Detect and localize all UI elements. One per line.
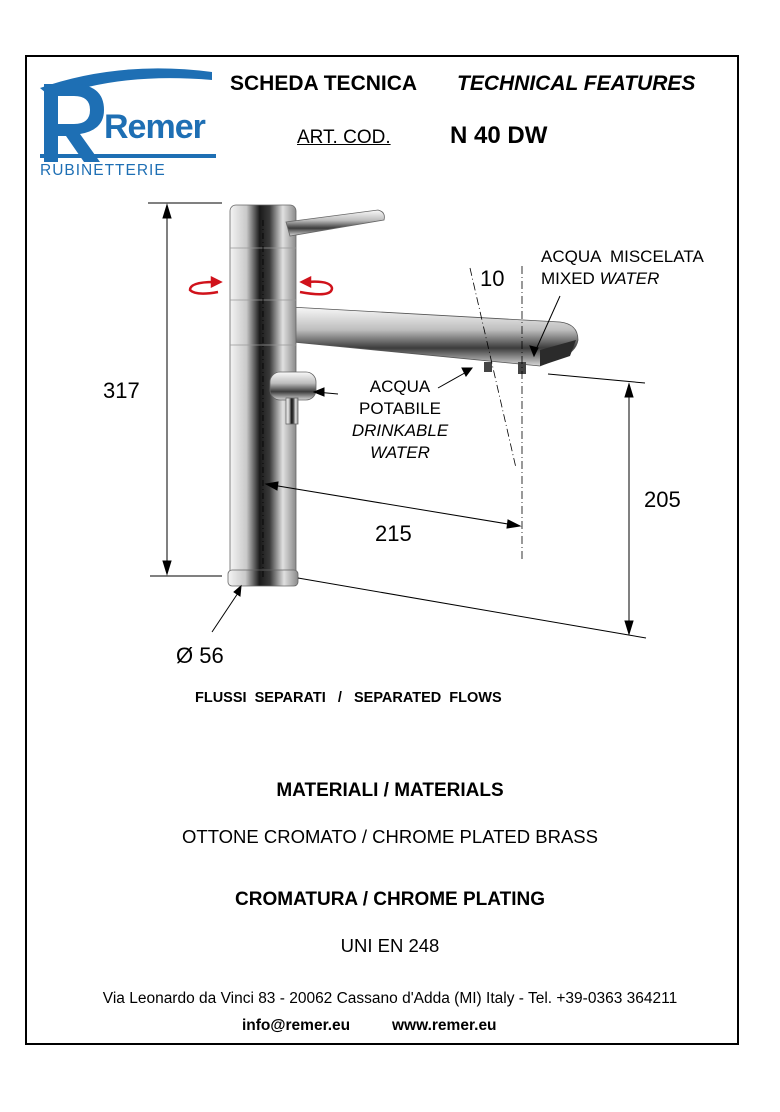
brand-subtitle: RUBINETTERIE	[40, 162, 166, 179]
drinkable-water-label	[340, 376, 460, 464]
mixed-water-it: ACQUA MISCELATA	[541, 247, 704, 266]
dim-diameter-label: Ø 56	[176, 643, 224, 668]
footer-website[interactable]: www.remer.eu	[392, 1017, 497, 1034]
footer-email[interactable]: info@remer.eu	[242, 1017, 351, 1034]
brand-name: Remer	[104, 108, 205, 146]
dim-10-label: 10	[480, 266, 505, 291]
dim-215-label: 215	[375, 521, 412, 546]
dim-317-label: 317	[103, 378, 140, 403]
spout	[262, 306, 578, 374]
materials-heading: MATERIALI / MATERIALS	[276, 780, 504, 801]
dimension-angle-10	[470, 266, 522, 562]
drinkable-it-line2: POTABILE	[359, 399, 441, 418]
title-it: SCHEDA TECNICA	[230, 72, 418, 95]
mixed-water-en: MIXED WATER	[541, 269, 660, 288]
art-label: ART. COD.	[297, 127, 391, 148]
footer-address: Via Leonardo da Vinci 83 - 20062 Cassano d'Adda (MI) Italy - Tel. +39-0363 364211	[102, 990, 678, 1007]
drinkable-en-line2: WATER	[370, 443, 430, 462]
plating-heading: CROMATURA / CHROME PLATING	[235, 889, 545, 910]
art-code: N 40 DW	[450, 122, 548, 149]
separated-flows-label: FLUSSI SEPARATI / SEPARATED FLOWS	[195, 690, 502, 706]
dim-205-label: 205	[644, 487, 681, 512]
mixed-water-label	[541, 246, 704, 290]
title-en: TECHNICAL FEATURES	[457, 72, 696, 95]
plating-value: UNI EN 248	[340, 935, 440, 956]
drinkable-it-line1: ACQUA	[369, 377, 431, 396]
materials-value: OTTONE CROMATO / CHROME PLATED BRASS	[182, 826, 598, 847]
dimension-height-317	[148, 203, 222, 576]
drinkable-en-line1: DRINKABLE	[351, 421, 449, 440]
